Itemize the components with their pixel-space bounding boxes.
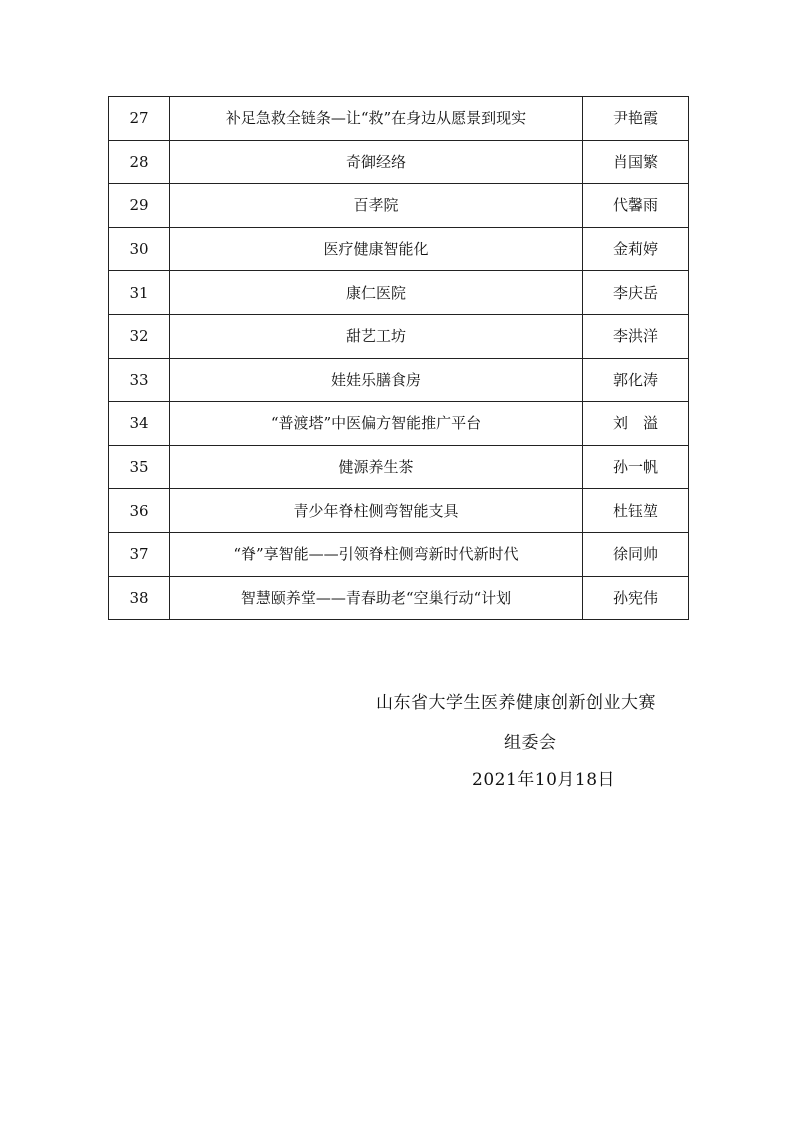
person-name: 郭化涛 (583, 358, 689, 402)
person-name: 徐同帅 (583, 532, 689, 576)
table-row (109, 532, 689, 576)
row-number: 32 (109, 314, 170, 358)
person-name: 孙一帆 (583, 445, 689, 489)
row-number: 27 (109, 97, 170, 141)
person-name: 金莉婷 (583, 227, 689, 271)
project-table-body (109, 97, 689, 620)
project-name: 娃娃乐膳食房 (170, 358, 583, 402)
table-row (109, 97, 689, 141)
project-name: 青少年脊柱侧弯智能支具 (170, 489, 583, 533)
person-name: 孙宪伟 (583, 576, 689, 620)
person-name: 肖国繁 (583, 140, 689, 184)
project-name: 医疗健康智能化 (170, 227, 583, 271)
table-row (109, 184, 689, 228)
person-name: 李庆岳 (583, 271, 689, 315)
table-row (109, 402, 689, 446)
project-table (108, 96, 689, 620)
row-number: 30 (109, 227, 170, 271)
row-number: 28 (109, 140, 170, 184)
row-number: 33 (109, 358, 170, 402)
project-name: 康仁医院 (170, 271, 583, 315)
project-name: 奇御经络 (170, 140, 583, 184)
table-row (109, 140, 689, 184)
project-name: 甜艺工坊 (170, 314, 583, 358)
table-row (109, 576, 689, 620)
committee-name: 组委会 (504, 733, 557, 753)
project-name: “普渡塔”中医偏方智能推广平台 (170, 402, 583, 446)
project-name: 健源养生茶 (170, 445, 583, 489)
project-name: 百孝院 (170, 184, 583, 228)
table-row (109, 445, 689, 489)
project-name: “脊”享智能——引领脊柱侧弯新时代新时代 (170, 532, 583, 576)
table-row (109, 271, 689, 315)
row-number: 29 (109, 184, 170, 228)
row-number: 35 (109, 445, 170, 489)
person-name: 代馨雨 (583, 184, 689, 228)
project-name: 智慧颐养堂——青春助老“空巢行动“计划 (170, 576, 583, 620)
person-name: 李洪洋 (583, 314, 689, 358)
person-name: 杜钰堃 (583, 489, 689, 533)
table-row (109, 489, 689, 533)
table-row (109, 358, 689, 402)
person-name: 尹艳霞 (583, 97, 689, 141)
row-number: 34 (109, 402, 170, 446)
issue-date: 2021年10月18日 (472, 770, 616, 790)
row-number: 31 (109, 271, 170, 315)
project-name: 补足急救全链条—让“救”在身边从愿景到现实 (170, 97, 583, 141)
table-row (109, 314, 689, 358)
table-row (109, 227, 689, 271)
person-name: 刘 溢 (583, 402, 689, 446)
row-number: 38 (109, 576, 170, 620)
row-number: 36 (109, 489, 170, 533)
row-number: 37 (109, 532, 170, 576)
organizer-name: 山东省大学生医养健康创新创业大赛 (376, 693, 656, 713)
